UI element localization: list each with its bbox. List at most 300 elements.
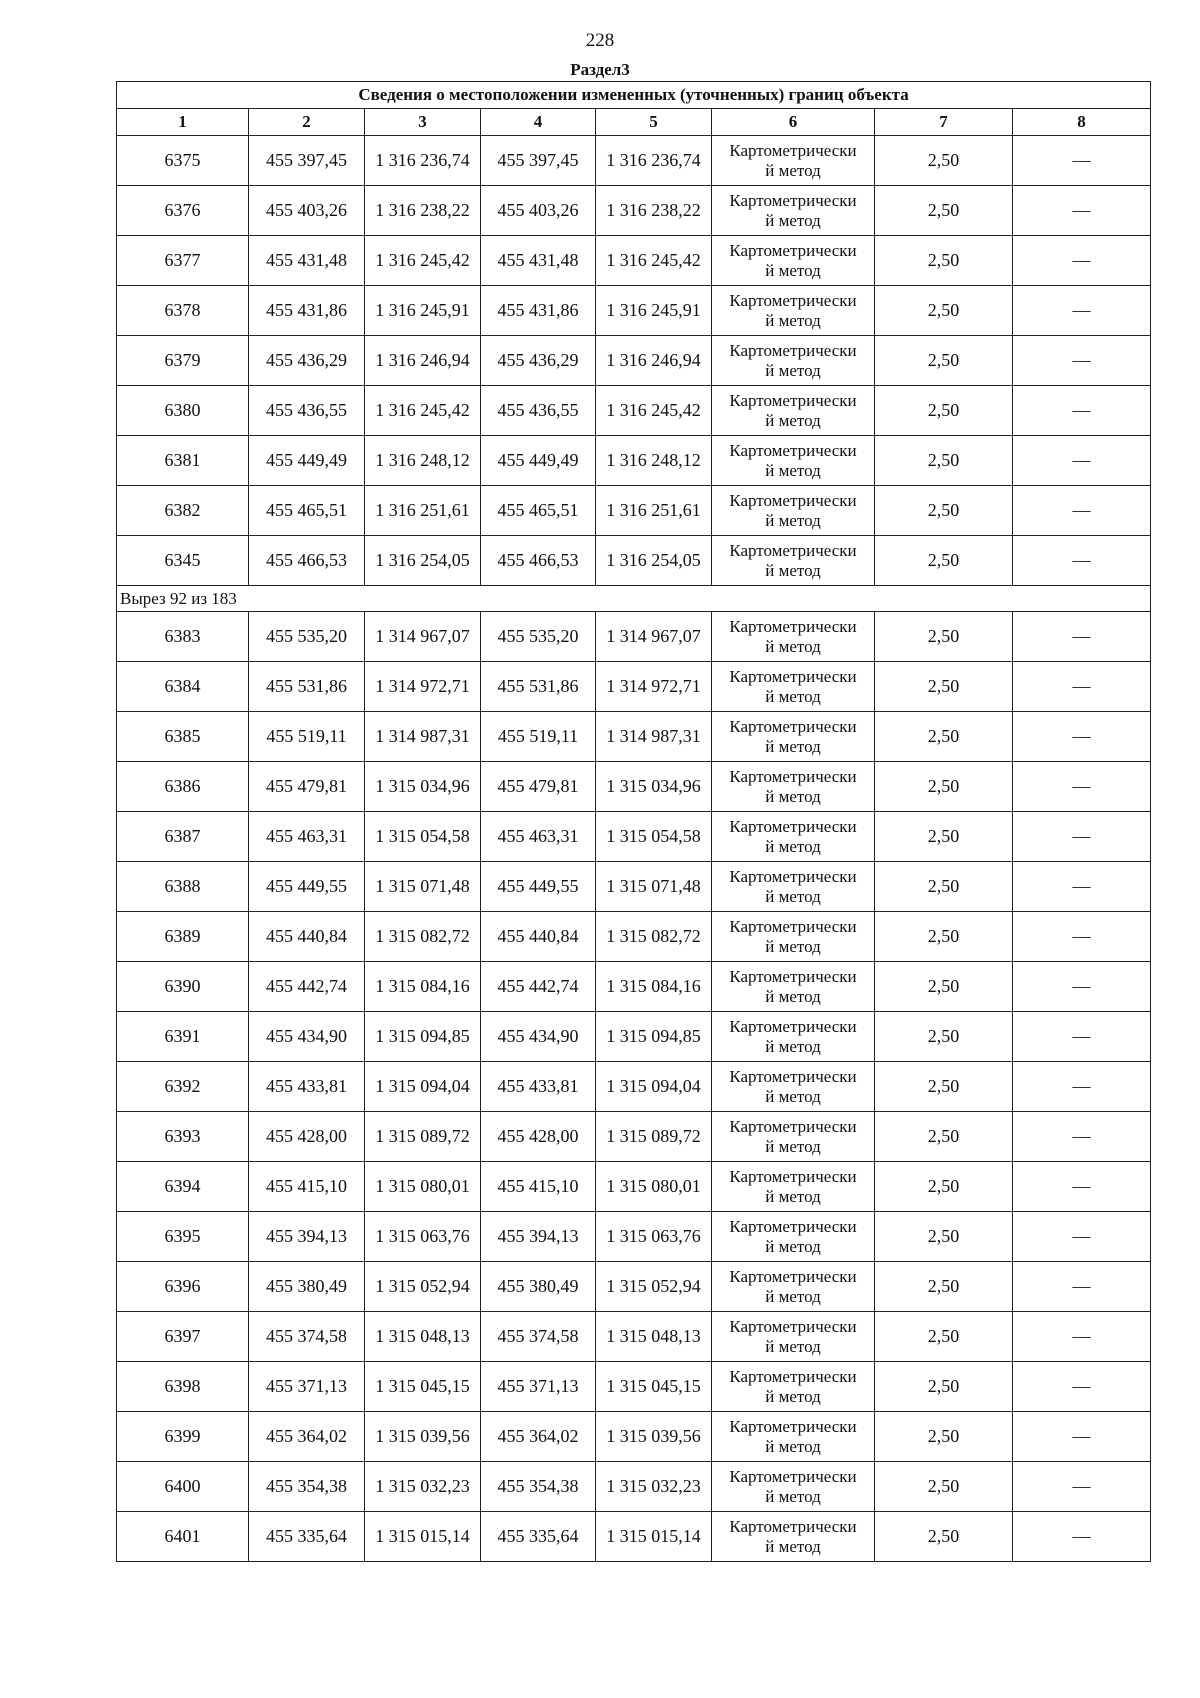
x-coordinate-updated: 455 371,13 bbox=[481, 1362, 596, 1412]
point-number: 6396 bbox=[117, 1262, 249, 1312]
x-coordinate-existing: 455 449,55 bbox=[249, 862, 365, 912]
y-coordinate-updated: 1 315 015,14 bbox=[596, 1512, 712, 1562]
table-row bbox=[117, 486, 1151, 536]
x-coordinate-existing: 455 354,38 bbox=[249, 1462, 365, 1512]
x-coordinate-updated: 455 463,31 bbox=[481, 812, 596, 862]
x-coordinate-updated: 455 415,10 bbox=[481, 1162, 596, 1212]
method-line-1: Картометрически bbox=[729, 390, 857, 410]
determination-method bbox=[712, 662, 875, 712]
accuracy-value: 2,50 bbox=[875, 1212, 1013, 1262]
x-coordinate-updated: 455 374,58 bbox=[481, 1312, 596, 1362]
method-line-2: й метод bbox=[765, 560, 821, 580]
description-dash: — bbox=[1013, 912, 1151, 962]
x-coordinate-updated: 455 394,13 bbox=[481, 1212, 596, 1262]
y-coordinate-updated: 1 315 071,48 bbox=[596, 862, 712, 912]
method-line-2: й метод bbox=[765, 310, 821, 330]
y-coordinate-existing: 1 314 972,71 bbox=[365, 662, 481, 712]
method-line-2: й метод bbox=[765, 636, 821, 656]
y-coordinate-updated: 1 316 245,42 bbox=[596, 386, 712, 436]
method-line-1: Картометрически bbox=[729, 290, 857, 310]
point-number: 6398 bbox=[117, 1362, 249, 1412]
accuracy-value: 2,50 bbox=[875, 1262, 1013, 1312]
point-number: 6375 bbox=[117, 136, 249, 186]
point-number: 6345 bbox=[117, 536, 249, 586]
determination-method bbox=[712, 1412, 875, 1462]
description-dash: — bbox=[1013, 1012, 1151, 1062]
determination-method bbox=[712, 336, 875, 386]
method-line-1: Картометрически bbox=[729, 1066, 857, 1086]
table-row bbox=[117, 386, 1151, 436]
determination-method bbox=[712, 486, 875, 536]
x-coordinate-existing: 455 479,81 bbox=[249, 762, 365, 812]
x-coordinate-existing: 455 535,20 bbox=[249, 612, 365, 662]
method-line-2: й метод bbox=[765, 260, 821, 280]
x-coordinate-existing: 455 335,64 bbox=[249, 1512, 365, 1562]
x-coordinate-updated: 455 354,38 bbox=[481, 1462, 596, 1512]
y-coordinate-existing: 1 315 094,85 bbox=[365, 1012, 481, 1062]
method-line-1: Картометрически bbox=[729, 666, 857, 686]
x-coordinate-existing: 455 364,02 bbox=[249, 1412, 365, 1462]
page-number: 228 bbox=[585, 30, 615, 51]
description-dash: — bbox=[1013, 962, 1151, 1012]
method-line-2: й метод bbox=[765, 1386, 821, 1406]
point-number: 6389 bbox=[117, 912, 249, 962]
determination-method bbox=[712, 436, 875, 486]
column-number: 4 bbox=[481, 109, 596, 136]
x-coordinate-existing: 455 428,00 bbox=[249, 1112, 365, 1162]
description-dash: — bbox=[1013, 186, 1151, 236]
determination-method bbox=[712, 1212, 875, 1262]
y-coordinate-existing: 1 316 245,42 bbox=[365, 236, 481, 286]
method-line-1: Картометрически bbox=[729, 1466, 857, 1486]
description-dash: — bbox=[1013, 1412, 1151, 1462]
y-coordinate-existing: 1 315 045,15 bbox=[365, 1362, 481, 1412]
accuracy-value: 2,50 bbox=[875, 286, 1013, 336]
determination-method bbox=[712, 912, 875, 962]
point-number: 6382 bbox=[117, 486, 249, 536]
determination-method bbox=[712, 286, 875, 336]
accuracy-value: 2,50 bbox=[875, 662, 1013, 712]
table-row bbox=[117, 136, 1151, 186]
x-coordinate-updated: 455 535,20 bbox=[481, 612, 596, 662]
y-coordinate-updated: 1 316 245,91 bbox=[596, 286, 712, 336]
method-line-1: Картометрически bbox=[729, 716, 857, 736]
y-coordinate-updated: 1 316 254,05 bbox=[596, 536, 712, 586]
determination-method bbox=[712, 1112, 875, 1162]
y-coordinate-existing: 1 315 039,56 bbox=[365, 1412, 481, 1462]
point-number: 6393 bbox=[117, 1112, 249, 1162]
y-coordinate-updated: 1 315 082,72 bbox=[596, 912, 712, 962]
accuracy-value: 2,50 bbox=[875, 1362, 1013, 1412]
x-coordinate-existing: 455 431,48 bbox=[249, 236, 365, 286]
table-row bbox=[117, 1162, 1151, 1212]
method-line-1: Картометрически bbox=[729, 1116, 857, 1136]
x-coordinate-existing: 455 466,53 bbox=[249, 536, 365, 586]
point-number: 6395 bbox=[117, 1212, 249, 1262]
y-coordinate-updated: 1 315 084,16 bbox=[596, 962, 712, 1012]
table-row bbox=[117, 286, 1151, 336]
accuracy-value: 2,50 bbox=[875, 1512, 1013, 1562]
determination-method bbox=[712, 862, 875, 912]
x-coordinate-updated: 455 380,49 bbox=[481, 1262, 596, 1312]
method-line-1: Картометрически bbox=[729, 1316, 857, 1336]
method-line-2: й метод bbox=[765, 510, 821, 530]
determination-method bbox=[712, 186, 875, 236]
x-coordinate-updated: 455 479,81 bbox=[481, 762, 596, 812]
x-coordinate-updated: 455 466,53 bbox=[481, 536, 596, 586]
y-coordinate-existing: 1 315 084,16 bbox=[365, 962, 481, 1012]
y-coordinate-updated: 1 315 048,13 bbox=[596, 1312, 712, 1362]
x-coordinate-existing: 455 531,86 bbox=[249, 662, 365, 712]
x-coordinate-updated: 455 519,11 bbox=[481, 712, 596, 762]
point-number: 6397 bbox=[117, 1312, 249, 1362]
description-dash: — bbox=[1013, 136, 1151, 186]
determination-method bbox=[712, 386, 875, 436]
table-row bbox=[117, 1062, 1151, 1112]
x-coordinate-existing: 455 397,45 bbox=[249, 136, 365, 186]
accuracy-value: 2,50 bbox=[875, 962, 1013, 1012]
description-dash: — bbox=[1013, 1512, 1151, 1562]
point-number: 6377 bbox=[117, 236, 249, 286]
accuracy-value: 2,50 bbox=[875, 862, 1013, 912]
x-coordinate-updated: 455 431,48 bbox=[481, 236, 596, 286]
method-line-1: Картометрически bbox=[729, 240, 857, 260]
y-coordinate-existing: 1 315 080,01 bbox=[365, 1162, 481, 1212]
determination-method bbox=[712, 762, 875, 812]
method-line-1: Картометрически bbox=[729, 1516, 857, 1536]
table-row bbox=[117, 1112, 1151, 1162]
determination-method bbox=[712, 1012, 875, 1062]
accuracy-value: 2,50 bbox=[875, 186, 1013, 236]
x-coordinate-updated: 455 397,45 bbox=[481, 136, 596, 186]
y-coordinate-existing: 1 315 054,58 bbox=[365, 812, 481, 862]
x-coordinate-existing: 455 374,58 bbox=[249, 1312, 365, 1362]
point-number: 6390 bbox=[117, 962, 249, 1012]
table-row bbox=[117, 186, 1151, 236]
x-coordinate-updated: 455 449,55 bbox=[481, 862, 596, 912]
method-line-1: Картометрически bbox=[729, 966, 857, 986]
y-coordinate-updated: 1 315 052,94 bbox=[596, 1262, 712, 1312]
point-number: 6387 bbox=[117, 812, 249, 862]
x-coordinate-existing: 455 436,55 bbox=[249, 386, 365, 436]
y-coordinate-updated: 1 315 034,96 bbox=[596, 762, 712, 812]
method-line-2: й метод bbox=[765, 736, 821, 756]
description-dash: — bbox=[1013, 1062, 1151, 1112]
description-dash: — bbox=[1013, 386, 1151, 436]
method-line-1: Картометрически bbox=[729, 1216, 857, 1236]
y-coordinate-updated: 1 316 248,12 bbox=[596, 436, 712, 486]
x-coordinate-updated: 455 428,00 bbox=[481, 1112, 596, 1162]
description-dash: — bbox=[1013, 1362, 1151, 1412]
method-line-1: Картометрически bbox=[729, 766, 857, 786]
method-line-2: й метод bbox=[765, 1336, 821, 1356]
point-number: 6383 bbox=[117, 612, 249, 662]
table-row bbox=[117, 812, 1151, 862]
method-line-2: й метод bbox=[765, 210, 821, 230]
table-row bbox=[117, 912, 1151, 962]
y-coordinate-existing: 1 314 967,07 bbox=[365, 612, 481, 662]
x-coordinate-existing: 455 449,49 bbox=[249, 436, 365, 486]
determination-method bbox=[712, 1262, 875, 1312]
method-line-2: й метод bbox=[765, 160, 821, 180]
description-dash: — bbox=[1013, 662, 1151, 712]
y-coordinate-existing: 1 315 094,04 bbox=[365, 1062, 481, 1112]
determination-method bbox=[712, 536, 875, 586]
y-coordinate-updated: 1 315 089,72 bbox=[596, 1112, 712, 1162]
method-line-1: Картометрически bbox=[729, 816, 857, 836]
description-dash: — bbox=[1013, 712, 1151, 762]
x-coordinate-existing: 455 519,11 bbox=[249, 712, 365, 762]
point-number: 6386 bbox=[117, 762, 249, 812]
point-number: 6391 bbox=[117, 1012, 249, 1062]
description-dash: — bbox=[1013, 1462, 1151, 1512]
x-coordinate-existing: 455 394,13 bbox=[249, 1212, 365, 1262]
accuracy-value: 2,50 bbox=[875, 712, 1013, 762]
x-coordinate-existing: 455 380,49 bbox=[249, 1262, 365, 1312]
y-coordinate-updated: 1 316 238,22 bbox=[596, 186, 712, 236]
point-number: 6401 bbox=[117, 1512, 249, 1562]
x-coordinate-existing: 455 463,31 bbox=[249, 812, 365, 862]
accuracy-value: 2,50 bbox=[875, 336, 1013, 386]
column-number: 5 bbox=[596, 109, 712, 136]
description-dash: — bbox=[1013, 612, 1151, 662]
x-coordinate-updated: 455 531,86 bbox=[481, 662, 596, 712]
accuracy-value: 2,50 bbox=[875, 236, 1013, 286]
column-number: 2 bbox=[249, 109, 365, 136]
determination-method bbox=[712, 1362, 875, 1412]
method-line-2: й метод bbox=[765, 1236, 821, 1256]
y-coordinate-existing: 1 316 246,94 bbox=[365, 336, 481, 386]
accuracy-value: 2,50 bbox=[875, 1112, 1013, 1162]
accuracy-value: 2,50 bbox=[875, 812, 1013, 862]
x-coordinate-updated: 455 364,02 bbox=[481, 1412, 596, 1462]
accuracy-value: 2,50 bbox=[875, 1062, 1013, 1112]
x-coordinate-updated: 455 465,51 bbox=[481, 486, 596, 536]
y-coordinate-existing: 1 316 251,61 bbox=[365, 486, 481, 536]
y-coordinate-existing: 1 316 248,12 bbox=[365, 436, 481, 486]
accuracy-value: 2,50 bbox=[875, 486, 1013, 536]
description-dash: — bbox=[1013, 1212, 1151, 1262]
accuracy-value: 2,50 bbox=[875, 1012, 1013, 1062]
method-line-1: Картометрически bbox=[729, 340, 857, 360]
column-number: 6 bbox=[712, 109, 875, 136]
y-coordinate-updated: 1 315 045,15 bbox=[596, 1362, 712, 1412]
method-line-1: Картометрически bbox=[729, 1016, 857, 1036]
method-line-1: Картометрически bbox=[729, 916, 857, 936]
accuracy-value: 2,50 bbox=[875, 612, 1013, 662]
y-coordinate-updated: 1 314 972,71 bbox=[596, 662, 712, 712]
method-line-1: Картометрически bbox=[729, 440, 857, 460]
table-row bbox=[117, 662, 1151, 712]
determination-method bbox=[712, 1512, 875, 1562]
point-number: 6400 bbox=[117, 1462, 249, 1512]
method-line-2: й метод bbox=[765, 360, 821, 380]
method-line-1: Картометрически bbox=[729, 1416, 857, 1436]
method-line-2: й метод bbox=[765, 786, 821, 806]
method-line-1: Картометрически bbox=[729, 190, 857, 210]
accuracy-value: 2,50 bbox=[875, 386, 1013, 436]
y-coordinate-updated: 1 314 967,07 bbox=[596, 612, 712, 662]
y-coordinate-existing: 1 315 048,13 bbox=[365, 1312, 481, 1362]
table-row bbox=[117, 1512, 1151, 1562]
section-title: Раздел3 bbox=[570, 60, 630, 79]
y-coordinate-existing: 1 316 245,91 bbox=[365, 286, 481, 336]
y-coordinate-updated: 1 316 251,61 bbox=[596, 486, 712, 536]
y-coordinate-updated: 1 315 039,56 bbox=[596, 1412, 712, 1462]
y-coordinate-updated: 1 316 246,94 bbox=[596, 336, 712, 386]
y-coordinate-existing: 1 315 082,72 bbox=[365, 912, 481, 962]
description-dash: — bbox=[1013, 1162, 1151, 1212]
description-dash: — bbox=[1013, 1262, 1151, 1312]
description-dash: — bbox=[1013, 286, 1151, 336]
y-coordinate-existing: 1 316 236,74 bbox=[365, 136, 481, 186]
description-dash: — bbox=[1013, 812, 1151, 862]
accuracy-value: 2,50 bbox=[875, 536, 1013, 586]
y-coordinate-updated: 1 315 054,58 bbox=[596, 812, 712, 862]
table-row bbox=[117, 1012, 1151, 1062]
group-header-row bbox=[117, 586, 1151, 612]
method-line-1: Картометрически bbox=[729, 490, 857, 510]
description-dash: — bbox=[1013, 762, 1151, 812]
determination-method bbox=[712, 812, 875, 862]
table-row bbox=[117, 862, 1151, 912]
table-row bbox=[117, 712, 1151, 762]
x-coordinate-updated: 455 433,81 bbox=[481, 1062, 596, 1112]
x-coordinate-updated: 455 403,26 bbox=[481, 186, 596, 236]
point-number: 6384 bbox=[117, 662, 249, 712]
method-line-2: й метод bbox=[765, 686, 821, 706]
method-line-1: Картометрически bbox=[729, 540, 857, 560]
y-coordinate-existing: 1 316 238,22 bbox=[365, 186, 481, 236]
description-dash: — bbox=[1013, 336, 1151, 386]
accuracy-value: 2,50 bbox=[875, 1412, 1013, 1462]
determination-method bbox=[712, 1312, 875, 1362]
point-number: 6392 bbox=[117, 1062, 249, 1112]
table-row bbox=[117, 1212, 1151, 1262]
y-coordinate-updated: 1 316 236,74 bbox=[596, 136, 712, 186]
point-number: 6385 bbox=[117, 712, 249, 762]
y-coordinate-existing: 1 315 071,48 bbox=[365, 862, 481, 912]
method-line-1: Картометрически bbox=[729, 140, 857, 160]
table-row bbox=[117, 536, 1151, 586]
x-coordinate-existing: 455 415,10 bbox=[249, 1162, 365, 1212]
x-coordinate-updated: 455 436,29 bbox=[481, 336, 596, 386]
group-label: Вырез 92 из 183 bbox=[117, 586, 1151, 612]
table-row bbox=[117, 436, 1151, 486]
method-line-1: Картометрически bbox=[729, 616, 857, 636]
table-body bbox=[117, 136, 1151, 1562]
x-coordinate-updated: 455 440,84 bbox=[481, 912, 596, 962]
accuracy-value: 2,50 bbox=[875, 436, 1013, 486]
accuracy-value: 2,50 bbox=[875, 1162, 1013, 1212]
x-coordinate-updated: 455 431,86 bbox=[481, 286, 596, 336]
y-coordinate-existing: 1 315 032,23 bbox=[365, 1462, 481, 1512]
method-line-2: й метод bbox=[765, 1036, 821, 1056]
determination-method bbox=[712, 1462, 875, 1512]
x-coordinate-updated: 455 449,49 bbox=[481, 436, 596, 486]
method-line-2: й метод bbox=[765, 1536, 821, 1556]
y-coordinate-existing: 1 315 015,14 bbox=[365, 1512, 481, 1562]
table-row bbox=[117, 1262, 1151, 1312]
table-row bbox=[117, 236, 1151, 286]
determination-method bbox=[712, 1062, 875, 1112]
x-coordinate-existing: 455 403,26 bbox=[249, 186, 365, 236]
table-row bbox=[117, 336, 1151, 386]
method-line-2: й метод bbox=[765, 1086, 821, 1106]
method-line-1: Картометрически bbox=[729, 1166, 857, 1186]
determination-method bbox=[712, 136, 875, 186]
table-caption: Сведения о местоположении измененных (уточненных) границ объекта bbox=[117, 82, 1151, 109]
method-line-2: й метод bbox=[765, 460, 821, 480]
point-number: 6381 bbox=[117, 436, 249, 486]
x-coordinate-existing: 455 433,81 bbox=[249, 1062, 365, 1112]
column-number: 3 bbox=[365, 109, 481, 136]
point-number: 6380 bbox=[117, 386, 249, 436]
x-coordinate-updated: 455 335,64 bbox=[481, 1512, 596, 1562]
description-dash: — bbox=[1013, 862, 1151, 912]
y-coordinate-existing: 1 315 089,72 bbox=[365, 1112, 481, 1162]
y-coordinate-existing: 1 314 987,31 bbox=[365, 712, 481, 762]
point-number: 6399 bbox=[117, 1412, 249, 1462]
description-dash: — bbox=[1013, 486, 1151, 536]
description-dash: — bbox=[1013, 1112, 1151, 1162]
y-coordinate-existing: 1 315 052,94 bbox=[365, 1262, 481, 1312]
x-coordinate-existing: 455 465,51 bbox=[249, 486, 365, 536]
determination-method bbox=[712, 612, 875, 662]
x-coordinate-updated: 455 436,55 bbox=[481, 386, 596, 436]
description-dash: — bbox=[1013, 536, 1151, 586]
x-coordinate-updated: 455 434,90 bbox=[481, 1012, 596, 1062]
y-coordinate-updated: 1 315 094,85 bbox=[596, 1012, 712, 1062]
determination-method bbox=[712, 962, 875, 1012]
x-coordinate-existing: 455 436,29 bbox=[249, 336, 365, 386]
table-row bbox=[117, 1312, 1151, 1362]
method-line-2: й метод bbox=[765, 1286, 821, 1306]
table-row bbox=[117, 1412, 1151, 1462]
x-coordinate-existing: 455 431,86 bbox=[249, 286, 365, 336]
y-coordinate-existing: 1 316 254,05 bbox=[365, 536, 481, 586]
method-line-1: Картометрически bbox=[729, 866, 857, 886]
method-line-2: й метод bbox=[765, 836, 821, 856]
point-number: 6376 bbox=[117, 186, 249, 236]
x-coordinate-existing: 455 440,84 bbox=[249, 912, 365, 962]
y-coordinate-updated: 1 315 094,04 bbox=[596, 1062, 712, 1112]
table-row bbox=[117, 1462, 1151, 1512]
y-coordinate-updated: 1 315 080,01 bbox=[596, 1162, 712, 1212]
table-row bbox=[117, 1362, 1151, 1412]
table-row bbox=[117, 612, 1151, 662]
column-number: 1 bbox=[117, 109, 249, 136]
y-coordinate-updated: 1 315 063,76 bbox=[596, 1212, 712, 1262]
x-coordinate-updated: 455 442,74 bbox=[481, 962, 596, 1012]
accuracy-value: 2,50 bbox=[875, 1462, 1013, 1512]
method-line-2: й метод bbox=[765, 1486, 821, 1506]
x-coordinate-existing: 455 442,74 bbox=[249, 962, 365, 1012]
table-row bbox=[117, 962, 1151, 1012]
column-number: 8 bbox=[1013, 109, 1151, 136]
y-coordinate-updated: 1 314 987,31 bbox=[596, 712, 712, 762]
column-number: 7 bbox=[875, 109, 1013, 136]
description-dash: — bbox=[1013, 1312, 1151, 1362]
y-coordinate-updated: 1 315 032,23 bbox=[596, 1462, 712, 1512]
method-line-2: й метод bbox=[765, 1136, 821, 1156]
method-line-2: й метод bbox=[765, 986, 821, 1006]
boundary-coordinates-table bbox=[116, 81, 1151, 1562]
method-line-1: Картометрически bbox=[729, 1266, 857, 1286]
point-number: 6378 bbox=[117, 286, 249, 336]
description-dash: — bbox=[1013, 236, 1151, 286]
point-number: 6379 bbox=[117, 336, 249, 386]
